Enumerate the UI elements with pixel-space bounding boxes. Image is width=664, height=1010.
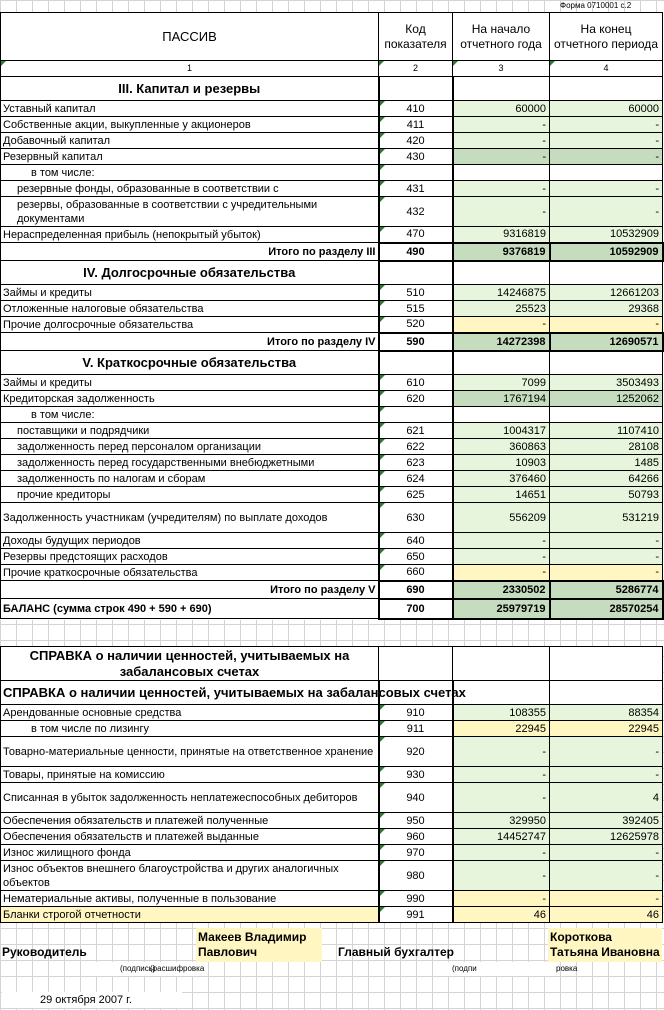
row-end-value: 46 [550,907,663,923]
total-label: Итого по разделу V [1,581,379,599]
sec5-row [1,423,663,439]
report-date: 29 октября 2007 г. [2,992,182,1008]
spravka-row [1,891,663,907]
row-code: 623 [379,455,453,471]
header-num4: 4 [550,61,663,77]
spravka-row [1,845,663,861]
row-label: Товары, принятые на комиссию [1,767,379,783]
row-start-value: - [453,737,550,767]
row-start-value: - [453,533,550,549]
row-end-value: - [550,845,663,861]
chief-caption-sign: (подпи [452,964,477,973]
row-end-value: - [550,737,663,767]
total-start-value: 14272398 [453,333,550,351]
sec3-row [1,181,663,197]
row-label: Добавочный капитал [1,133,379,149]
row-end-value: 1485 [550,455,663,471]
row-label: Собственные акции, выкупленные у акционеров [1,117,379,133]
row-start-value: 14651 [453,487,550,503]
row-code: 660 [379,565,453,581]
row-code: 960 [379,829,453,845]
row-start-value: - [453,117,550,133]
row-code: 910 [379,705,453,721]
row-code: 950 [379,813,453,829]
row-start-value: - [453,181,550,197]
empty-cell [550,351,663,375]
row-start-value: 108355 [453,705,550,721]
row-code: 624 [379,471,453,487]
row-start-value: 1004317 [453,423,550,439]
row-start-value: - [453,861,550,891]
sec5-row [1,565,663,581]
row-end-value: 50793 [550,487,663,503]
head-caption-name: (расшифровка [150,964,205,973]
row-label: Прочие долгосрочные обязательства [1,317,379,333]
sec5-row [1,549,663,565]
spravka-row [1,767,663,783]
spravka-title: СПРАВКА о наличии ценностей, учитываемых на забалансовых счетах [1,647,379,681]
row-start-value: - [453,317,550,333]
row-label: резервы, образованные в соответствии с учредительными документами [1,197,379,227]
row-end-value: - [550,533,663,549]
empty-cell [550,77,663,101]
row-label: Арендованные основные средства [1,705,379,721]
row-start-value: 14452747 [453,829,550,845]
row-start-value: - [453,197,550,227]
row-code: 640 [379,533,453,549]
row-end-value: - [550,181,663,197]
total-end-value: 5286774 [550,581,663,599]
total-code: 690 [379,581,453,599]
row-start-value: - [453,133,550,149]
row-code [379,407,453,423]
row-start-value: 360863 [453,439,550,455]
sec3-title: III. Капитал и резервы [1,77,379,101]
row-end-value: 28108 [550,439,663,455]
row-code: 510 [379,285,453,301]
row-label: Износ объектов внешнего благоустройства и других аналогичных объектов [1,861,379,891]
sec4-total-row [1,333,663,351]
row-end-value: - [550,767,663,783]
row-end-value: - [550,117,663,133]
row-code: 990 [379,891,453,907]
row-label: в том числе по лизингу [1,721,379,737]
row-end-value: - [550,549,663,565]
sec5-row [1,407,663,423]
spravka-row [1,705,663,721]
row-end-value: 22945 [550,721,663,737]
row-start-value: - [453,783,550,813]
row-label: Нематериальные активы, полученные в пользование [1,891,379,907]
row-code: 940 [379,783,453,813]
row-code: 420 [379,133,453,149]
row-start-value: 46 [453,907,550,923]
row-code: 650 [379,549,453,565]
total-code: 490 [379,243,453,261]
sec3-total-row [1,243,663,261]
head-name: Макеев Владимир Павлович [196,928,322,962]
empty-cell [379,261,453,285]
sec4-row [1,285,663,301]
sec3-row [1,149,663,165]
spravka-row [1,721,663,737]
row-start-value [453,165,550,181]
empty-cell [453,261,550,285]
total-start-value: 2330502 [453,581,550,599]
spravka-row [1,783,663,813]
row-start-value: 22945 [453,721,550,737]
sec3-row [1,197,663,227]
empty-cell [379,77,453,101]
row-code: 991 [379,907,453,923]
row-end-value: 60000 [550,101,663,117]
header-passiv: ПАССИВ [1,13,379,61]
sec4-title: IV. Долгосрочные обязательства [1,261,379,285]
row-start-value: 1767194 [453,391,550,407]
row-end-value: - [550,861,663,891]
row-code: 625 [379,487,453,503]
empty-cell [453,77,550,101]
row-label: Товарно-материальные ценности, принятые на ответственное хранение [1,737,379,767]
empty-cell [453,647,550,681]
head-caption-sign: (подпись) [120,964,156,973]
row-end-value [550,165,663,181]
sec5-row [1,439,663,455]
row-end-value: 64266 [550,471,663,487]
row-start-value: - [453,149,550,165]
row-label: резервные фонды, образованные в соответствии с [1,181,379,197]
spravka-title: СПРАВКА о наличии ценностей, учитываемых на забалансовых счетах [1,681,379,705]
row-label: Займы и кредиты [1,285,379,301]
balance-row [1,599,663,619]
liabilities-table [0,12,664,620]
row-end-value: - [550,565,663,581]
sec3-row [1,133,663,149]
row-label: поставщики и подрядчики [1,423,379,439]
section-title-row [1,351,663,375]
row-start-value: - [453,845,550,861]
row-start-value: 25523 [453,301,550,317]
row-start-value: 7099 [453,375,550,391]
head-label: Руководитель [2,945,87,959]
header-num1: 1 [1,61,379,77]
row-start-value: - [453,767,550,783]
total-end-value: 10592909 [550,243,663,261]
sec5-row [1,391,663,407]
row-label: Задолженность участникам (учредителям) по выплате доходов [1,503,379,533]
offbalance-table [0,646,663,923]
sec5-row [1,503,663,533]
row-end-value [550,407,663,423]
empty-cell [453,351,550,375]
row-start-value: - [453,565,550,581]
chief-name: Короткова Татьяна Ивановна [548,928,662,962]
spravka-row [1,861,663,891]
total-code: 590 [379,333,453,351]
row-code: 430 [379,149,453,165]
row-start-value [453,407,550,423]
row-code: 432 [379,197,453,227]
spravka-row [1,737,663,767]
row-label: задолженность перед персоналом организации [1,439,379,455]
row-start-value: 376460 [453,471,550,487]
row-code: 520 [379,317,453,333]
row-label: Займы и кредиты [1,375,379,391]
row-label: Прочие краткосрочные обязательства [1,565,379,581]
row-end-value: 88354 [550,705,663,721]
row-label: прочие кредиторы [1,487,379,503]
balance-label: БАЛАНС (сумма строк 490 + 590 + 690) [1,599,379,619]
row-code: 980 [379,861,453,891]
row-label: Обеспечения обязательств и платежей выданные [1,829,379,845]
row-start-value: 10903 [453,455,550,471]
row-code: 470 [379,227,453,243]
sec5-row [1,455,663,471]
row-label: Списанная в убыток задолженность неплатежеспособных дебиторов [1,783,379,813]
row-code: 410 [379,101,453,117]
row-label: задолженность по налогам и сборам [1,471,379,487]
empty-cell [550,681,663,705]
row-code: 620 [379,391,453,407]
row-label: Бланки строгой отчетности [1,907,379,923]
sec5-row [1,471,663,487]
row-end-value: - [550,317,663,333]
row-code: 411 [379,117,453,133]
spravka-row [1,813,663,829]
sec5-row [1,375,663,391]
row-code [379,165,453,181]
row-code: 621 [379,423,453,439]
row-start-value: - [453,891,550,907]
sec5-total-row [1,581,663,599]
row-label: в том числе: [1,407,379,423]
header-num2: 2 [379,61,453,77]
empty-cell [453,681,550,705]
row-label: Резервы предстоящих расходов [1,549,379,565]
sec5-title: V. Краткосрочные обязательства [1,351,379,375]
header-end: На конец отчетного периода [550,13,663,61]
row-code: 630 [379,503,453,533]
sec4-row [1,301,663,317]
header-row [1,13,663,61]
row-label: Кредиторская задолженность [1,391,379,407]
row-end-value: 1252062 [550,391,663,407]
row-end-value: - [550,133,663,149]
row-end-value: 29368 [550,301,663,317]
total-end-value: 12690571 [550,333,663,351]
row-code: 930 [379,767,453,783]
row-label: Резервный капитал [1,149,379,165]
total-start-value: 9376819 [453,243,550,261]
row-start-value: 14246875 [453,285,550,301]
empty-cell [379,351,453,375]
sec3-row [1,101,663,117]
row-code: 622 [379,439,453,455]
row-end-value: 1107410 [550,423,663,439]
header-code: Код показателя [379,13,453,61]
header-start: На начало отчетного года [453,13,550,61]
row-end-value: - [550,197,663,227]
row-label: Износ жилищного фонда [1,845,379,861]
row-label: Уставный капитал [1,101,379,117]
chief-caption-name: ровка [556,964,578,973]
row-end-value: 12661203 [550,285,663,301]
balance-code: 700 [379,599,453,619]
header-num-row [1,61,663,77]
total-label: Итого по разделу IV [1,333,379,351]
row-label: Нераспределенная прибыль (непокрытый убыток) [1,227,379,243]
row-start-value: 329950 [453,813,550,829]
sec3-row [1,117,663,133]
sec3-row [1,227,663,243]
row-code: 515 [379,301,453,317]
sec5-row [1,533,663,549]
empty-cell [550,647,663,681]
row-start-value: - [453,549,550,565]
total-label: Итого по разделу III [1,243,379,261]
spravka-row [1,829,663,845]
chief-label: Главный бухгалтер [338,945,455,959]
row-code: 431 [379,181,453,197]
row-label: Обеспечения обязательств и платежей полученные [1,813,379,829]
row-end-value: 3503493 [550,375,663,391]
row-end-value: 4 [550,783,663,813]
sec3-row [1,165,663,181]
form-id: Форма 0710001 с.2 [560,1,632,10]
row-code: 970 [379,845,453,861]
row-start-value: 556209 [453,503,550,533]
row-end-value: 10532909 [550,227,663,243]
row-label: в том числе: [1,165,379,181]
balance-start-value: 25979719 [453,599,550,619]
row-end-value: 531219 [550,503,663,533]
row-end-value: 392405 [550,813,663,829]
row-label: Отложенные налоговые обязательства [1,301,379,317]
row-code: 911 [379,721,453,737]
row-end-value: 12625978 [550,829,663,845]
section-title-row [1,261,663,285]
sec4-row [1,317,663,333]
row-code: 610 [379,375,453,391]
row-start-value: 9316819 [453,227,550,243]
row-end-value: - [550,149,663,165]
section-title-row [1,77,663,101]
row-end-value: - [550,891,663,907]
header-num3: 3 [453,61,550,77]
row-start-value: 60000 [453,101,550,117]
row-code: 920 [379,737,453,767]
spravka-row [1,907,663,923]
spravka-title-row [1,647,663,681]
row-label: задолженность перед государственными внебюджетными [1,455,379,471]
empty-cell [550,261,663,285]
row-label: Доходы будущих периодов [1,533,379,549]
sec5-row [1,487,663,503]
balance-end-value: 28570254 [550,599,663,619]
section-title-row [1,681,663,705]
empty-cell [379,647,453,681]
